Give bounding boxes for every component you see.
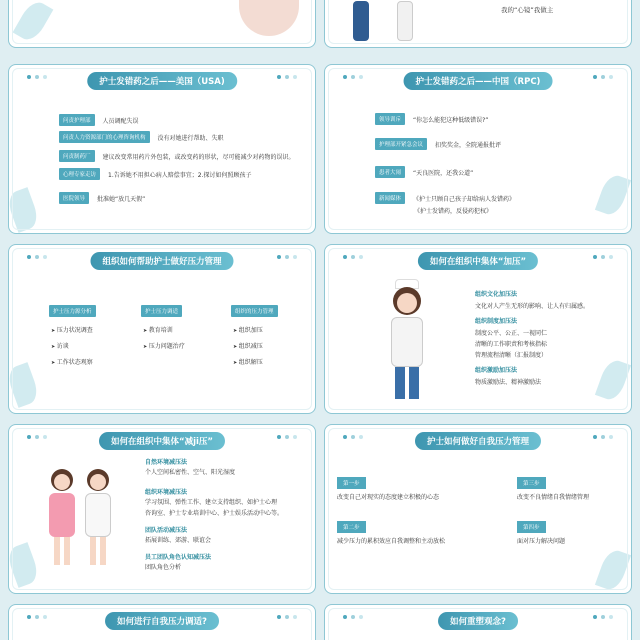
leaf-decoration (8, 187, 41, 233)
dots-right (593, 435, 613, 439)
section-body-2-2: 清晰的工作职责和考核指标 (475, 341, 548, 348)
column-list-2: ➤ 教育培训 ➤ 压力问题治疗 (143, 323, 185, 355)
org-help-slide (8, 244, 316, 414)
nurse-illustration (387, 279, 427, 403)
leaf-decoration (13, 0, 54, 44)
slide-title: 护士如何做好自我压力管理 (415, 432, 541, 450)
dots-right (593, 75, 613, 79)
usa-row-1: 问责护理部 人员调配失误 (59, 114, 139, 126)
usa-slide (8, 64, 316, 234)
dots-left (343, 255, 363, 259)
dots-left (27, 255, 47, 259)
dots-right (593, 615, 613, 619)
section-body-2-3: 管理流程清晰（汇报制度） (475, 352, 548, 359)
nurse-illustration-pink (47, 469, 77, 569)
section-head-4: 员工团队角色认知减压法 (145, 554, 212, 561)
section-body-2-2: 咨询室、护士专业培训中心、护士娱乐活动中心等。 (145, 510, 284, 517)
slide-title: 如何在组织中集体“加压” (418, 252, 538, 270)
step-1-tag: 第一步 (337, 477, 366, 489)
section-body-1-1: 个人空间私密性、空气、阳光湿度 (145, 469, 236, 476)
step-4-text: 面对压力解决问题 (517, 538, 566, 545)
top-right-slide (324, 0, 632, 48)
step-2-text: 减少压力的累积效应自我调整和主动放松 (337, 538, 446, 545)
section-body-4-1: 团队角色分析 (145, 564, 182, 571)
bottom-left-slide (8, 604, 316, 640)
dots-left (343, 615, 363, 619)
china-slide (324, 64, 632, 234)
slide-title: 护士发错药之后——中国（RPC) (404, 72, 553, 90)
china-extra-line: 《护士发错药，反侵药犯权》 (414, 208, 493, 215)
section-head-1: 自然环境减压法 (145, 459, 188, 466)
section-body-3-1: 物质激励法、精神激励法 (475, 379, 542, 386)
step-4-tag: 第四步 (517, 521, 546, 533)
step-3-tag: 第三步 (517, 477, 546, 489)
section-body-3-1: 拓展训练、郊游、联谊会 (145, 537, 212, 544)
leaf-decoration (8, 362, 41, 408)
china-row-2: 护理部开紧急会议 扣奖奖金，全院通报批评 (375, 138, 501, 150)
dots-left (343, 435, 363, 439)
step-2-tag: 第二步 (337, 521, 366, 533)
column-list-1: ➤ 压力状况调查 ➤ 访谈 ➤ 工作状态观察 (51, 323, 93, 371)
section-body-1-1: 文化对人产生无形的影响、让人有归属感。 (475, 303, 590, 310)
slide-title: 组织如何帮助护士做好压力管理 (90, 252, 233, 270)
china-row-3: 患者大闹 “天良医院，还我公道” (375, 166, 473, 178)
column-header-3: 组织的压力管理 (231, 305, 278, 317)
dots-left (27, 75, 47, 79)
dots-right (277, 255, 297, 259)
china-row-4: 新闻媒体 《护士只顾自己孩子却给病人发错药》 (375, 192, 515, 204)
section-head-1: 组织文化加压法 (475, 291, 518, 298)
china-row-1: 领导训斥 “你怎么能犯这种低级错误?” (375, 113, 488, 125)
leaf-decoration (8, 542, 41, 588)
section-body-2-1: 制度公平、公正、一视同仁 (475, 330, 548, 337)
column-header-1: 护士压力源分析 (49, 305, 96, 317)
dots-right (277, 615, 297, 619)
dots-left (343, 75, 363, 79)
org-reduce-slide (8, 424, 316, 594)
usa-row-5: 医院领导 批准她“放几天假” (59, 192, 145, 204)
quote-text: 我的“心镜”我做主 (501, 6, 554, 14)
leaf-decoration (595, 172, 631, 218)
dots-right (277, 75, 297, 79)
step-3-text: 改变不良情绪自我情绪管理 (517, 494, 590, 501)
self-manage-slide (324, 424, 632, 594)
nurse-illustration-white (83, 469, 113, 569)
section-head-3: 组织激励加压法 (475, 367, 518, 374)
nurse-illustration-top (239, 0, 299, 36)
dots-right (593, 255, 613, 259)
usa-row-2: 问责人力资源部门的心理咨询机构 没有对她进行帮助、失职 (59, 131, 224, 143)
bottom-right-slide (324, 604, 632, 640)
leaf-decoration (595, 547, 631, 593)
dots-left (27, 615, 47, 619)
top-left-slide (8, 0, 316, 48)
slide-title: 如何进行自我压力调适? (105, 612, 219, 630)
slide-title: 护士发错药之后——美国（USA) (87, 72, 237, 90)
column-list-3: ➤ 组织加压 ➤ 组织减压 ➤ 组织解压 (233, 323, 263, 371)
section-head-2: 组织环境减压法 (145, 489, 188, 496)
dots-left (27, 435, 47, 439)
slide-title: 如何重塑观念? (438, 612, 518, 630)
usa-row-3: 问责制药厂 建议改变常用药片外包装，或改变药的形状，尽可能减少对药物的误识。 (59, 150, 295, 162)
slide-title: 如何在组织中集体“减ji压” (99, 432, 225, 450)
section-body-2-1: 学习氛围、弹性工作、建立支持组织、如护士心理 (145, 499, 278, 506)
leaf-decoration (595, 357, 631, 403)
step-1-text: 改变自己对现实的态度建立积极的心态 (337, 494, 440, 501)
section-head-2: 组织制度加压法 (475, 318, 518, 325)
dots-right (277, 435, 297, 439)
nurse-figure (397, 1, 413, 41)
doctor-figure (353, 1, 369, 41)
org-add-slide (324, 244, 632, 414)
section-head-3: 团队活动减压法 (145, 527, 188, 534)
usa-row-4: 心理专家走访 1.告诉她不用担心病人赔偿事宜；2.探讨如何照顾孩子 (59, 168, 251, 180)
column-header-2: 护士压力调适 (141, 305, 182, 317)
